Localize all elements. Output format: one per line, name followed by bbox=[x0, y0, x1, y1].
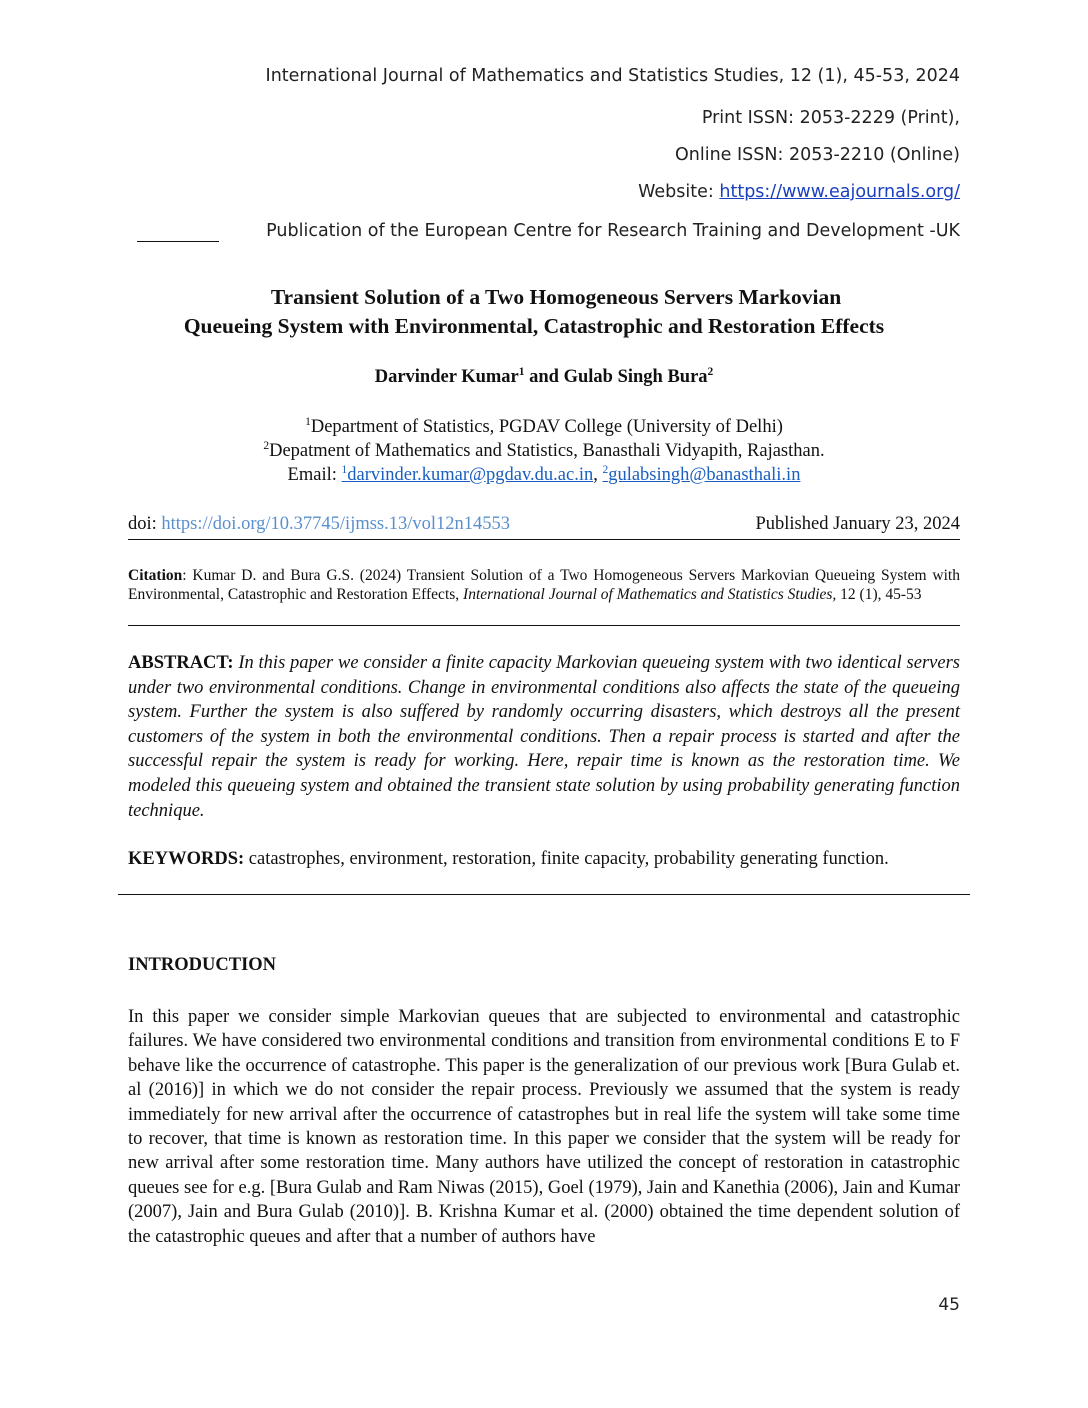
introduction-heading: INTRODUCTION bbox=[128, 955, 277, 975]
affiliation-1-text: Department of Statistics, PGDAV College (University of Delhi) bbox=[310, 417, 783, 437]
author-1-sup: 1 bbox=[518, 365, 525, 378]
citation-block bbox=[128, 566, 960, 604]
email-label: Email: bbox=[287, 465, 342, 485]
citation-text: : Kumar D. and Bura G.S. (2024) Transient Solution of a Two Homogeneous Servers Markovian Queueing System with Environmental, Catastrophic and Restoration Effects, bbox=[128, 567, 960, 603]
website-link[interactable]: https://www.eajournals.org/ bbox=[719, 182, 960, 202]
header-underline bbox=[137, 241, 219, 242]
email-separator: , bbox=[593, 465, 603, 485]
email-line bbox=[0, 463, 1088, 487]
citation-pages: 12 (1), 45-53 bbox=[836, 586, 922, 603]
journal-name-line: International Journal of Mathematics and Statistics Studies, 12 (1), 45-53, 2024 bbox=[265, 66, 960, 86]
doi-rule bbox=[128, 539, 960, 540]
affiliation-2 bbox=[0, 439, 1088, 463]
keywords-block bbox=[128, 847, 960, 871]
author-conjunction: and bbox=[524, 367, 564, 387]
email-2-text: gulabsingh@banasthali.in bbox=[608, 465, 801, 485]
keywords-text: catastrophes, environment, restoration, finite capacity, probability generating function. bbox=[244, 849, 889, 869]
email-link-2[interactable] bbox=[602, 465, 800, 485]
abstract-block bbox=[128, 651, 960, 823]
doi-line bbox=[128, 514, 960, 535]
citation-journal: International Journal of Mathematics and Statistics Studies, bbox=[463, 586, 837, 603]
affiliation-1-sup: 1 bbox=[305, 415, 311, 428]
author-2: Gulab Singh Bura bbox=[563, 367, 708, 387]
citation-label: Citation bbox=[128, 567, 183, 584]
page-number: 45 bbox=[938, 1295, 960, 1315]
abstract-text: In this paper we consider a finite capacity Markovian queueing system with two identical servers under two environmental conditions. Change in environmental conditions also affects the state of the queueing system. Further the system is also suffered by randomly occurring disasters, which destroys all the present customers of the system in both the environmental conditions. Then a repair process is started and after the successful repair the system is ready for working. Here, repair time is known as the restoration time. We modeled this queueing system and obtained the transient state solution by using probability generating function technique. bbox=[128, 653, 960, 821]
affiliation-1 bbox=[0, 415, 1088, 439]
email-2-sup: 2 bbox=[602, 463, 609, 476]
author-list bbox=[0, 367, 1088, 388]
website-label: Website: bbox=[638, 182, 720, 202]
author-1: Darvinder Kumar bbox=[374, 367, 519, 387]
doi-label: doi: bbox=[128, 514, 162, 534]
published-date: Published January 23, 2024 bbox=[755, 514, 960, 534]
introduction-text: In this paper we consider simple Markovian queues that are subjected to environmental and catastrophic failures. We have considered two environmental conditions and transition from environmental conditions E to F behave like the occurrence of catastrophe. This paper is the generalization of our previous work [Bura Gulab et. al (2016)] in which we do not consider the repair process. Previously we assumed that the system is ready immediately for new arrival after the occurrence of catastrophes but in real life the system will take some time to recover, that time is known as restoration time. In this paper we consider that the system will be ready for new arrival after some restoration time. Many authors have utilized the concept of restoration in catastrophic queues see for e.g. [Bura Gulab and Ram Niwas (2015), Goel (1979), Jain and Kanethia (2006), Jain and Kumar (2007), Jain and Bura Gulab (2010)]. B. Krishna Kumar et al. (2000) obtained the time dependent solution of the catastrophic queues and after that a number of authors have bbox=[128, 1007, 960, 1247]
abstract-label: ABSTRACT: bbox=[128, 653, 234, 673]
keywords-rule bbox=[118, 894, 970, 895]
online-issn-line: Online ISSN: 2053-2210 (Online) bbox=[675, 145, 960, 165]
email-link-1[interactable] bbox=[342, 465, 594, 485]
doi-link[interactable]: https://doi.org/10.37745/ijmss.13/vol12n14553 bbox=[161, 514, 511, 534]
keywords-label: KEYWORDS: bbox=[128, 849, 245, 869]
affiliation-2-text: Depatment of Mathematics and Statistics, Banasthali Vidyapith, Rajasthan. bbox=[269, 441, 825, 461]
website-line bbox=[638, 180, 960, 204]
author-2-sup: 2 bbox=[707, 365, 714, 378]
print-issn-line: Print ISSN: 2053-2229 (Print), bbox=[701, 108, 960, 128]
email-1-sup: 1 bbox=[341, 463, 348, 476]
doi-block bbox=[128, 514, 510, 535]
citation-rule bbox=[128, 625, 960, 626]
paper-title-line-2: Queueing System with Environmental, Catastrophic and Restoration Effects bbox=[183, 314, 885, 338]
email-1-text: darvinder.kumar@pgdav.du.ac.in bbox=[347, 465, 594, 485]
affiliation-2-sup: 2 bbox=[263, 439, 270, 452]
publisher-line: Publication of the European Centre for Research Training and Development -UK bbox=[266, 221, 960, 241]
paper-title-line-1: Transient Solution of a Two Homogeneous Servers Markovian bbox=[270, 285, 842, 309]
